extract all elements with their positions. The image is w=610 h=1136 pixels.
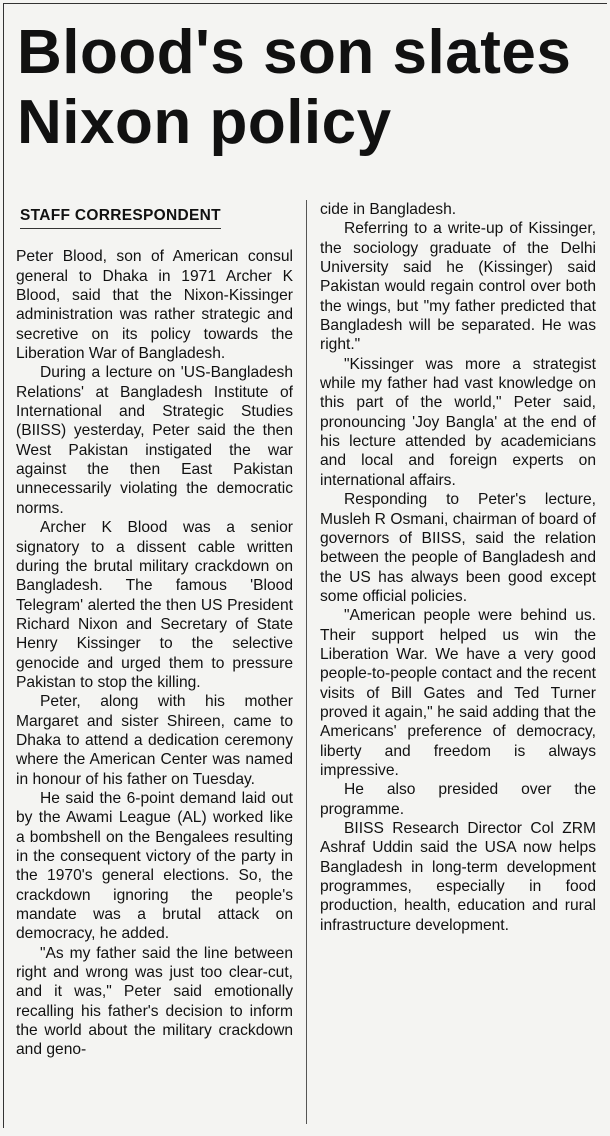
paragraph: Responding to Peter's lecture, Musleh R Osmani, chairman of board of governors of BIISS, said the relation between the people of Bangladesh and the US has always been good except some official policies.: [320, 491, 596, 605]
headline-line-1: Blood's son slates: [17, 18, 572, 87]
paragraph: Peter, along with his mother Margaret and sister Shireen, came to Dhaka to attend a dedication ceremony where the American Center was named in honour of his father on Tuesday.: [16, 693, 293, 788]
newspaper-clipping: [3, 3, 607, 1128]
paragraph: BIISS Research Director Col ZRM Ashraf Uddin said the USA now helps Bangladesh in long-term development programmes, especially in food production, health, education and rural infrastructure development.: [320, 820, 596, 934]
paragraph: "Kissinger was more a strategist while my father had vast knowledge on this part of the world," Peter said, pronouncing 'Joy Bangla' at the end of his lecture attended by academicians and local and foreign experts on international affairs.: [320, 355, 596, 489]
paragraph: Referring to a write-up of Kissinger, the sociology graduate of the Delhi University said he (Kissinger) said Pakistan would regain control over both the wings, but "my father predicted that Bangladesh will be separated. He was right.": [320, 220, 596, 354]
paragraph: He said the 6-point demand laid out by the Awami League (AL) worked like a bombshell on the Bengalees resulting in the consequent victory of the party in the 1970's general elections. So, the crackdown ignoring the people's mandate was a brutal attack on democracy, he added.: [16, 789, 293, 943]
paragraph-continuation: cide in Bangladesh.: [320, 201, 457, 218]
right-column: [306, 200, 596, 1124]
headline: [17, 18, 607, 158]
paragraph: "As my father said the line between right and wrong was just too clear-cut, and it was," Peter said emotionally recalling his father's decision to inform the world about the military crackdown and geno-: [16, 944, 293, 1059]
paragraph: "American people were behind us. Their support helped us win the Liberation War. We have a very good people-to-people contact and the recent visits of Bill Gates and Ted Turner proved it again," he said adding that the Americans' preference of democracy, liberty and freedom is always impressive.: [320, 607, 596, 779]
paragraph: Peter Blood, son of American consul general to Dhaka in 1971 Archer K Blood, said that the Nixon-Kissinger administration was rather strategic and secretive on its policy towards the Liberation War of Bangladesh.: [16, 248, 293, 363]
left-column: [16, 200, 306, 1124]
paragraph: During a lecture on 'US-Bangladesh Relations' at Bangladesh Institute of International and Strategic Studies (BIISS) yesterday, Peter said the then West Pakistan instigated the war against the then East Pakistan unnecessarily violating the democratic norms.: [16, 364, 293, 517]
headline-line-2: Nixon policy: [17, 88, 392, 157]
article-body: [16, 200, 601, 1124]
paragraph: He also presided over the programme.: [320, 781, 596, 818]
paragraph: Archer K Blood was a senior signatory to a dissent cable written during the brutal military crackdown on Bangladesh. The famous 'Blood Telegram' alerted the then US President Richard Nixon and Secretary of State Henry Kissinger to the selective genocide and urged them to pressure Pakistan to stop the killing.: [16, 519, 293, 691]
byline: STAFF CORRESPONDENT: [20, 206, 221, 229]
